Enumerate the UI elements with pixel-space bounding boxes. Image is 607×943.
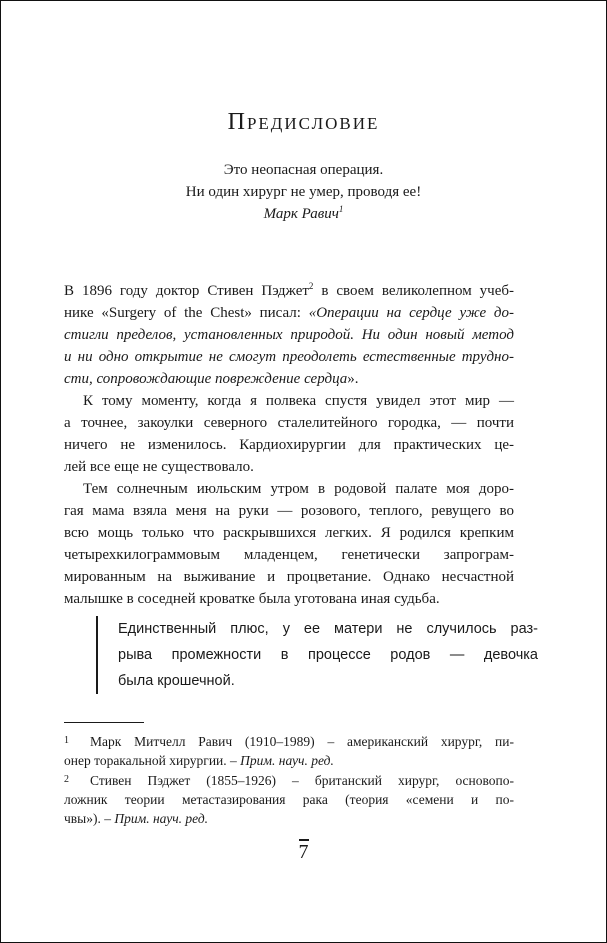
paragraph-1-line-2: нике «Surgery of the Chest» писал: «Операции на сердце уже до- xyxy=(64,305,514,321)
pull-quote xyxy=(96,616,538,694)
footnote-1-line-2: онер торакальной хирургии. – Прим. науч. ред. xyxy=(64,753,334,768)
footnote-ref-1[interactable]: 1 xyxy=(338,204,344,214)
paragraph-1-line-3: стигли пределов, установленных природой. Ни один новый метод xyxy=(64,327,514,343)
epigraph-line-2: Ни один хирург не умер, проводя ее! xyxy=(185,184,422,200)
pull-quote-line-2: рыва промежности в процессе родов — девочка xyxy=(118,647,538,663)
footnote-ref-2[interactable]: 2 xyxy=(308,281,314,291)
footnote-2-line-2: ложник теории метастазирования рака (теория «семени и по- xyxy=(64,792,514,807)
chapter-title: Предисловие xyxy=(227,109,380,135)
epigraph-author-name: Марк Равич xyxy=(263,206,339,222)
footnote-2-line-1: 2 Стивен Пэджет (1855–1926) – британский хирург, основопо- xyxy=(64,770,514,790)
page-number: 7 xyxy=(298,841,309,863)
footnote-divider xyxy=(64,722,144,723)
paragraph-3-line-1: Тем солнечным июльским утром в родовой палате моя доро- xyxy=(83,481,514,497)
footnote-2-line-3: чвы»). – Прим. науч. ред. xyxy=(64,811,209,826)
paragraph-3-line-6: малышке в соседней кроватке была уготована иная судьба. xyxy=(64,591,440,607)
footnote-1-line-1: 1 Марк Митчелл Равич (1910–1989) – американский хирург, пи- xyxy=(64,731,514,751)
paragraph-3-line-4: четырехкилограммовым младенцем, генетически запрограм- xyxy=(64,547,514,563)
paragraph-3-line-2: гая мама взяла меня на руки — розового, теплого, ревущего во xyxy=(64,503,514,519)
epigraph-line-1: Это неопасная операция. xyxy=(223,162,384,178)
paragraph-2-line-4: лей все еще не существовало. xyxy=(64,459,254,475)
paragraph-1-line-4: и ни одно открытие не смогут преодолеть естественные трудно- xyxy=(64,349,514,365)
footnotes xyxy=(64,731,514,828)
footnote-1-number: 1 xyxy=(64,735,69,746)
epigraph-author xyxy=(1,203,606,225)
pull-quote-line-1: Единственный плюс, у ее матери не случилось раз- xyxy=(118,621,538,637)
paragraph-2-line-3: ничего не изменилось. Кардиохирургии для практических це- xyxy=(64,437,514,453)
footnote-2-number: 2 xyxy=(64,774,69,785)
paragraph-2-line-2: а точнее, закоулки северного сталелитейного городка, — почти xyxy=(64,415,514,431)
paragraph-3-line-5: мированным на выживание и процветание. Однако несчастной xyxy=(64,569,514,585)
paragraph-2-line-1: К тому моменту, когда я полвека спустя увидел этот мир — xyxy=(83,393,514,409)
paragraph-3-line-3: всю мощь только что раскрывшихся легких. Я родился крепким xyxy=(64,525,514,541)
paragraph-1-line-1: В 1896 году доктор Стивен Пэджет$^2$ в своем великолепном учеб- xyxy=(64,281,514,299)
epigraph xyxy=(1,159,606,225)
main-text xyxy=(64,280,514,610)
paragraph-1-line-5: сти, сопровождающие повреждение сердца». xyxy=(64,371,359,387)
pull-quote-line-3: была крошечной. xyxy=(118,673,235,689)
